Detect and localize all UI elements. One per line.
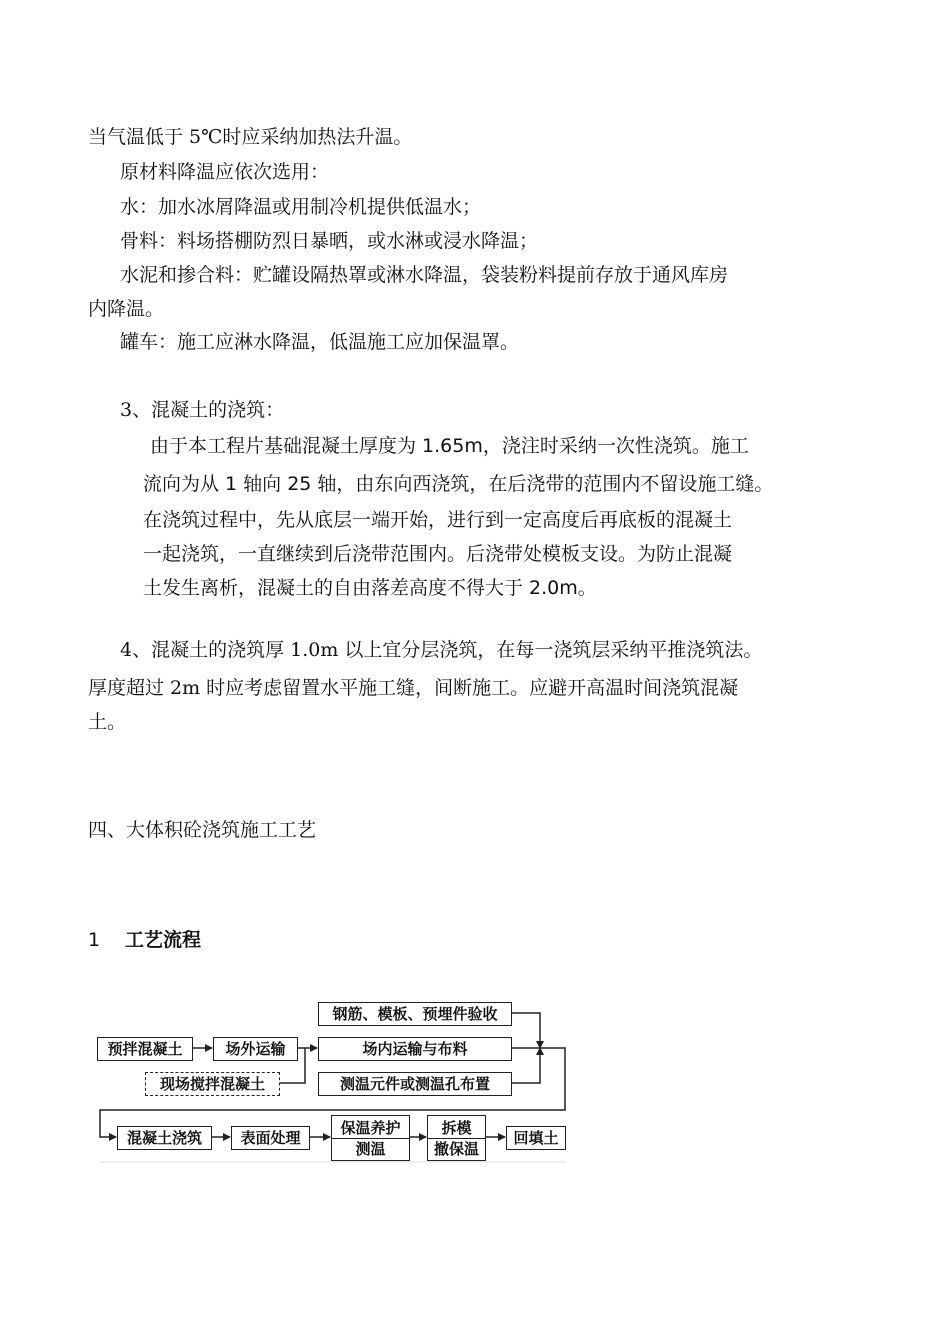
paragraph-cement-line2: 内降温。 (88, 298, 165, 320)
section-3-title: 3、混凝土的浇筑： (120, 399, 285, 421)
flow-box-remove (427, 1115, 486, 1161)
paragraph-water: 水：加水冰屑降温或用制冷机提供低温水； (120, 196, 482, 218)
flow-box-rebar-inspection: 钢筋、模板、预埋件验收 (318, 1002, 512, 1026)
flow-box-pour: 混凝土浇筑 (117, 1126, 212, 1150)
section-4-line3: 土。 (88, 711, 127, 733)
flow-box-onsite-mix: 现场搅拌混凝土 (145, 1072, 280, 1096)
paragraph-aggregate: 骨料：料场搭棚防烈日暴晒，或水淋或浸水降温； (120, 230, 539, 252)
flow-box-transport-out: 场外运输 (213, 1037, 298, 1061)
flow-box-temp-sensor: 测温元件或测温孔布置 (318, 1072, 512, 1096)
flow-box-surface: 表面处理 (231, 1126, 310, 1150)
section-4-line2: 厚度超过 2m 时应考虑留置水平施工缝，间断施工。应避开高温时间浇筑混凝 (88, 677, 739, 699)
section-3-line5: 土发生离析，混凝土的自由落差高度不得大于 2.0m。 (143, 577, 597, 599)
flow-box-transport-in: 场内运输与布料 (318, 1037, 512, 1061)
section-3-line4: 一起浇筑，一直继续到后浇带范围内。后浇带处模板支设。为防止混凝 (143, 543, 733, 565)
paragraph-heating: 当气温低于 5℃时应采纳加热法升温。 (88, 126, 413, 148)
paragraph-cooling-intro: 原材料降温应依次选用： (120, 161, 330, 183)
flow-box-premix: 预拌混凝土 (97, 1037, 193, 1061)
paragraph-cement-line1: 水泥和掺合料：贮罐设隔热罩或淋水降温，袋装粉料提前存放于通风库房 (120, 264, 729, 286)
subheading-title: 工艺流程 (125, 929, 202, 951)
flow-box-curing (331, 1115, 410, 1161)
flow-box-remove-bottom: 撤保温 (428, 1138, 485, 1159)
flow-box-curing-top: 保温养护 (340, 1118, 401, 1137)
flow-box-backfill: 回填土 (506, 1126, 566, 1150)
section-3-line3: 在浇筑过程中，先从底层一端开始，进行到一定高度后再底板的混凝土 (143, 509, 733, 531)
flow-box-curing-bottom: 测温 (332, 1138, 409, 1159)
section-4-line1: 4、混凝土的浇筑厚 1.0m 以上宜分层浇筑，在每一浇筑层采纳平推浇筑法。 (120, 639, 763, 661)
section-3-line2: 流向为从 1 轴向 25 轴，由东向西浇筑，在后浇带的范围内不留设施工缝。 (143, 473, 774, 495)
chapter-heading: 四、大体积砼浇筑施工工艺 (88, 819, 317, 841)
section-3-line1: 由于本工程片基础混凝土厚度为 1.65m，浇注时采纳一次性浇筑。施工 (150, 435, 749, 457)
paragraph-truck: 罐车：施工应淋水降温，低温施工应加保温罩。 (120, 331, 520, 353)
flow-box-remove-top: 拆模 (441, 1118, 472, 1137)
subheading-number: 1 (88, 929, 101, 951)
